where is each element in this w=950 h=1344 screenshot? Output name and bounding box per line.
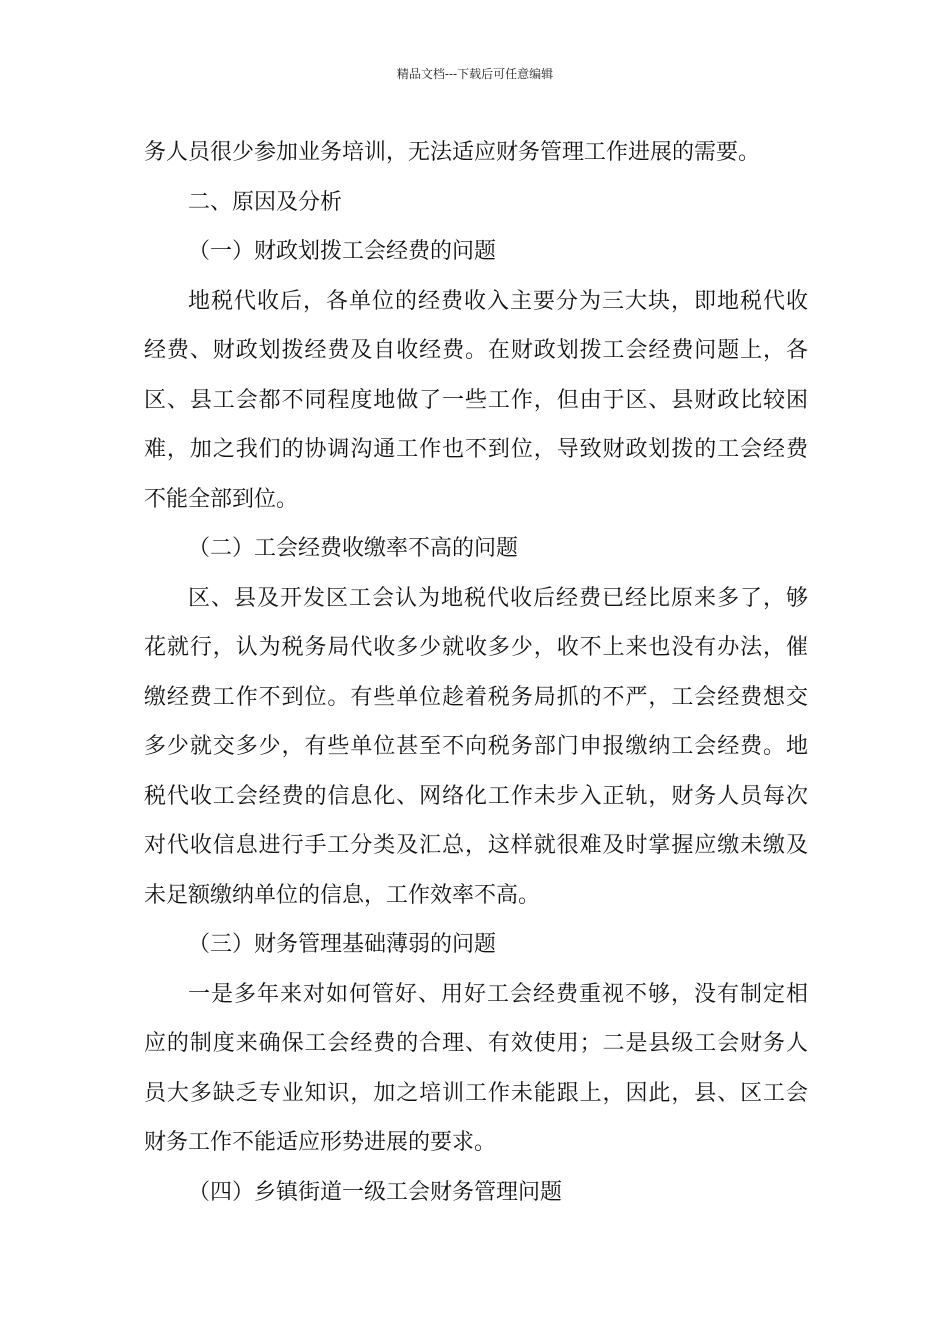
text-line: 花就行，认为税务局代收多少就收多少，收不上来也没有办法，催 <box>144 635 808 660</box>
text-line: 地税代收后，各单位的经费收入主要分为三大块，即地税代收 <box>188 288 808 314</box>
text-line: 缴经费工作不到位。有些单位趁着税务局抓的不严，工会经费想交 <box>144 684 808 710</box>
text-line: 区、县工会都不同程度地做了一些工作，但由于区、县财政比较困 <box>144 387 808 413</box>
text-line: （四）乡镇街道一级工会财务管理问题 <box>188 1179 563 1205</box>
text-line: 税代收工会经费的信息化、网络化工作未步入正轨，财务人员每次 <box>144 783 808 809</box>
text-line: 对代收信息进行手工分类及汇总，这样就很难及时掌握应缴未缴及 <box>144 833 808 858</box>
text-line: 区、县及开发区工会认为地税代收后经费已经比原来多了，够 <box>188 585 808 611</box>
text-line: 务人员很少参加业务培训，无法适应财务管理工作进展的需要。 <box>144 140 761 165</box>
text-line: 二、原因及分析 <box>188 189 343 215</box>
text-line: 员大多缺乏专业知识，加之培训工作未能跟上，因此，县、区工会 <box>144 1080 808 1106</box>
text-line: 未足额缴纳单位的信息，工作效率不高。 <box>144 882 541 908</box>
text-line: 多少就交多少，有些单位甚至不向税务部门申报缴纳工会经费。地 <box>144 734 808 759</box>
text-line: （三）财务管理基础薄弱的问题 <box>188 932 497 957</box>
text-line: 经费、财政划拨经费及自收经费。在财政划拨工会经费问题上，各 <box>144 338 808 363</box>
text-line: 难，加之我们的协调沟通工作也不到位，导致财政划拨的工会经费 <box>144 437 808 462</box>
document-body <box>144 128 808 1217</box>
text-line: （一）财政划拨工会经费的问题 <box>188 239 497 264</box>
text-line: 不能全部到位。 <box>144 486 299 512</box>
text-line: 一是多年来对如何管好、用好工会经费重视不够，没有制定相 <box>188 981 808 1007</box>
text-line: （二）工会经费收缴率不高的问题 <box>188 536 519 561</box>
page-header: 精品文档---下载后可任意编辑 <box>396 67 554 81</box>
text-line: 应的制度来确保工会经费的合理、有效使用；二是县级工会财务人 <box>144 1031 808 1056</box>
text-line: 财务工作不能适应形势进展的要求。 <box>144 1130 497 1155</box>
